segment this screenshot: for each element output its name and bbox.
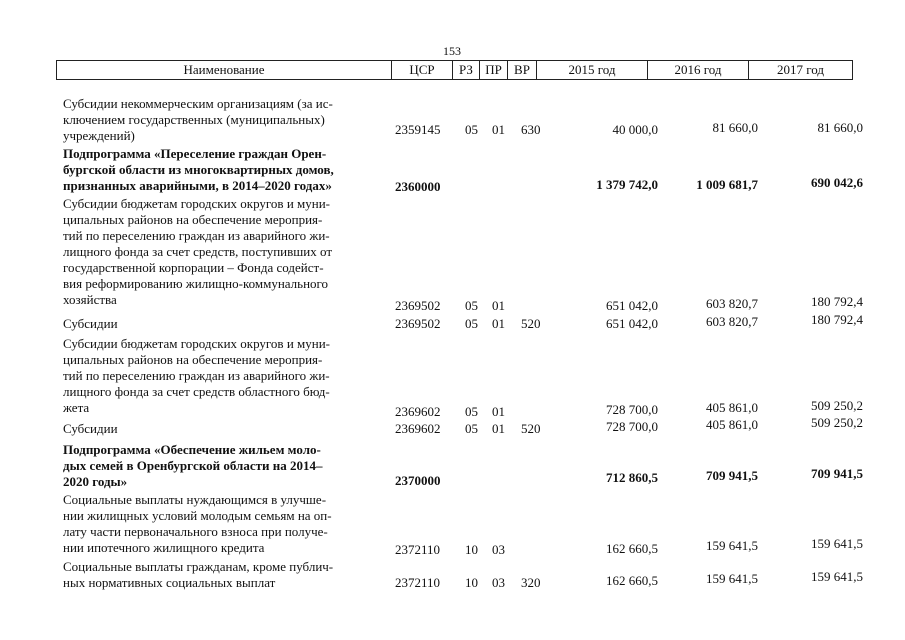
row-2017: 690 042,6 (811, 175, 863, 190)
header-2015: 2015 год (537, 61, 648, 80)
row-2016: 405 861,0 (706, 400, 758, 415)
row-2017: 509 250,2 (811, 398, 863, 413)
row-2016: 603 820,7 (706, 314, 758, 329)
row-2015: 651 042,0 (606, 316, 658, 331)
row-rz: 10 (465, 575, 478, 590)
row-2016: 81 660,0 (712, 120, 758, 135)
row-rz: 05 (465, 122, 478, 137)
header-pr: ПР (480, 61, 508, 80)
row-pr: 01 (492, 404, 505, 419)
row-name: Субсидии (63, 316, 118, 331)
row-csr: 2372110 (395, 542, 441, 557)
row-csr: 2372110 (395, 575, 441, 590)
header-csr: ЦСР (392, 61, 453, 80)
row-pr: 01 (492, 122, 505, 137)
row-rz: 10 (465, 542, 478, 557)
row-2015: 162 660,5 (606, 541, 658, 556)
header-2017: 2017 год (749, 61, 853, 80)
row-csr: 2369602 (395, 421, 441, 436)
row-csr: 2360000 (395, 179, 441, 194)
row-name: Подпрограмма «Обеспечение жильем моло- дых семей в Оренбургской области на 2014– 2020 годы» (63, 442, 323, 489)
row-2015: 1 379 742,0 (596, 177, 658, 192)
row-2017: 509 250,2 (811, 415, 863, 430)
row-2015: 651 042,0 (606, 298, 658, 313)
row-2016: 159 641,5 (706, 538, 758, 553)
row-2017: 81 660,0 (817, 120, 863, 135)
row-csr: 2369502 (395, 316, 441, 331)
row-csr: 2370000 (395, 473, 441, 488)
row-name: Субсидии некоммерческим организациям (за ис- ключением государственных (муниципальных) учреждений) (63, 96, 333, 143)
row-2016: 1 009 681,7 (696, 177, 758, 192)
header-rz: РЗ (453, 61, 480, 80)
row-vr: 630 (521, 122, 541, 137)
row-2015: 162 660,5 (606, 573, 658, 588)
table-header (56, 60, 853, 80)
row-rz: 05 (465, 316, 478, 331)
row-rz: 05 (465, 404, 478, 419)
row-csr: 2369502 (395, 298, 441, 313)
row-rz: 05 (465, 421, 478, 436)
row-2016: 159 641,5 (706, 571, 758, 586)
row-csr: 2359145 (395, 122, 441, 137)
row-name: Подпрограмма «Переселение граждан Орен- бургской области из многоквартирных домов, признанных аварийными, в 2014–2020 годах» (63, 146, 334, 193)
row-pr: 01 (492, 421, 505, 436)
header-name: Наименование (57, 61, 392, 80)
row-2016: 405 861,0 (706, 417, 758, 432)
row-vr: 520 (521, 421, 541, 436)
row-2017: 159 641,5 (811, 536, 863, 551)
row-pr: 03 (492, 542, 505, 557)
row-name: Социальные выплаты нуждающимся в улучше- нии жилищных условий молодым семьям на оп- лату части первоначального взноса при получе- нии ипотечного жилищного кредита (63, 492, 332, 555)
row-name: Социальные выплаты гражданам, кроме публич- ных нормативных социальных выплат (63, 559, 334, 590)
row-2017: 709 941,5 (811, 466, 863, 481)
page-number: 153 (443, 44, 461, 58)
row-pr: 01 (492, 316, 505, 331)
row-2015: 728 700,0 (606, 419, 658, 434)
row-pr: 03 (492, 575, 505, 590)
row-rz: 05 (465, 298, 478, 313)
row-name: Субсидии бюджетам городских округов и муни- ципальных районов на обеспечение мероприя- тий по переселению граждан из аварийного жи- лищного фонда за счет средств областного бюд- жета (63, 336, 331, 415)
row-name: Субсидии (63, 421, 118, 436)
row-vr: 320 (521, 575, 541, 590)
row-2015: 728 700,0 (606, 402, 658, 417)
header-vr: ВР (508, 61, 537, 80)
row-csr: 2369602 (395, 404, 441, 419)
row-2015: 712 860,5 (606, 470, 658, 485)
row-2017: 159 641,5 (811, 569, 863, 584)
row-2015: 40 000,0 (612, 122, 658, 137)
header-2016: 2016 год (648, 61, 749, 80)
row-vr: 520 (521, 316, 541, 331)
row-2017: 180 792,4 (811, 312, 863, 327)
row-2017: 180 792,4 (811, 294, 863, 309)
row-pr: 01 (492, 298, 505, 313)
row-2016: 709 941,5 (706, 468, 758, 483)
row-name: Субсидии бюджетам городских округов и муни- ципальных районов на обеспечение мероприя- тий по переселению граждан из аварийного жи- лищного фонда за счет средств, поступивших от государственной корпорации – Фонда содейст- вия реформированию жилищно-коммунального хозяйства (63, 196, 333, 307)
row-2016: 603 820,7 (706, 296, 758, 311)
